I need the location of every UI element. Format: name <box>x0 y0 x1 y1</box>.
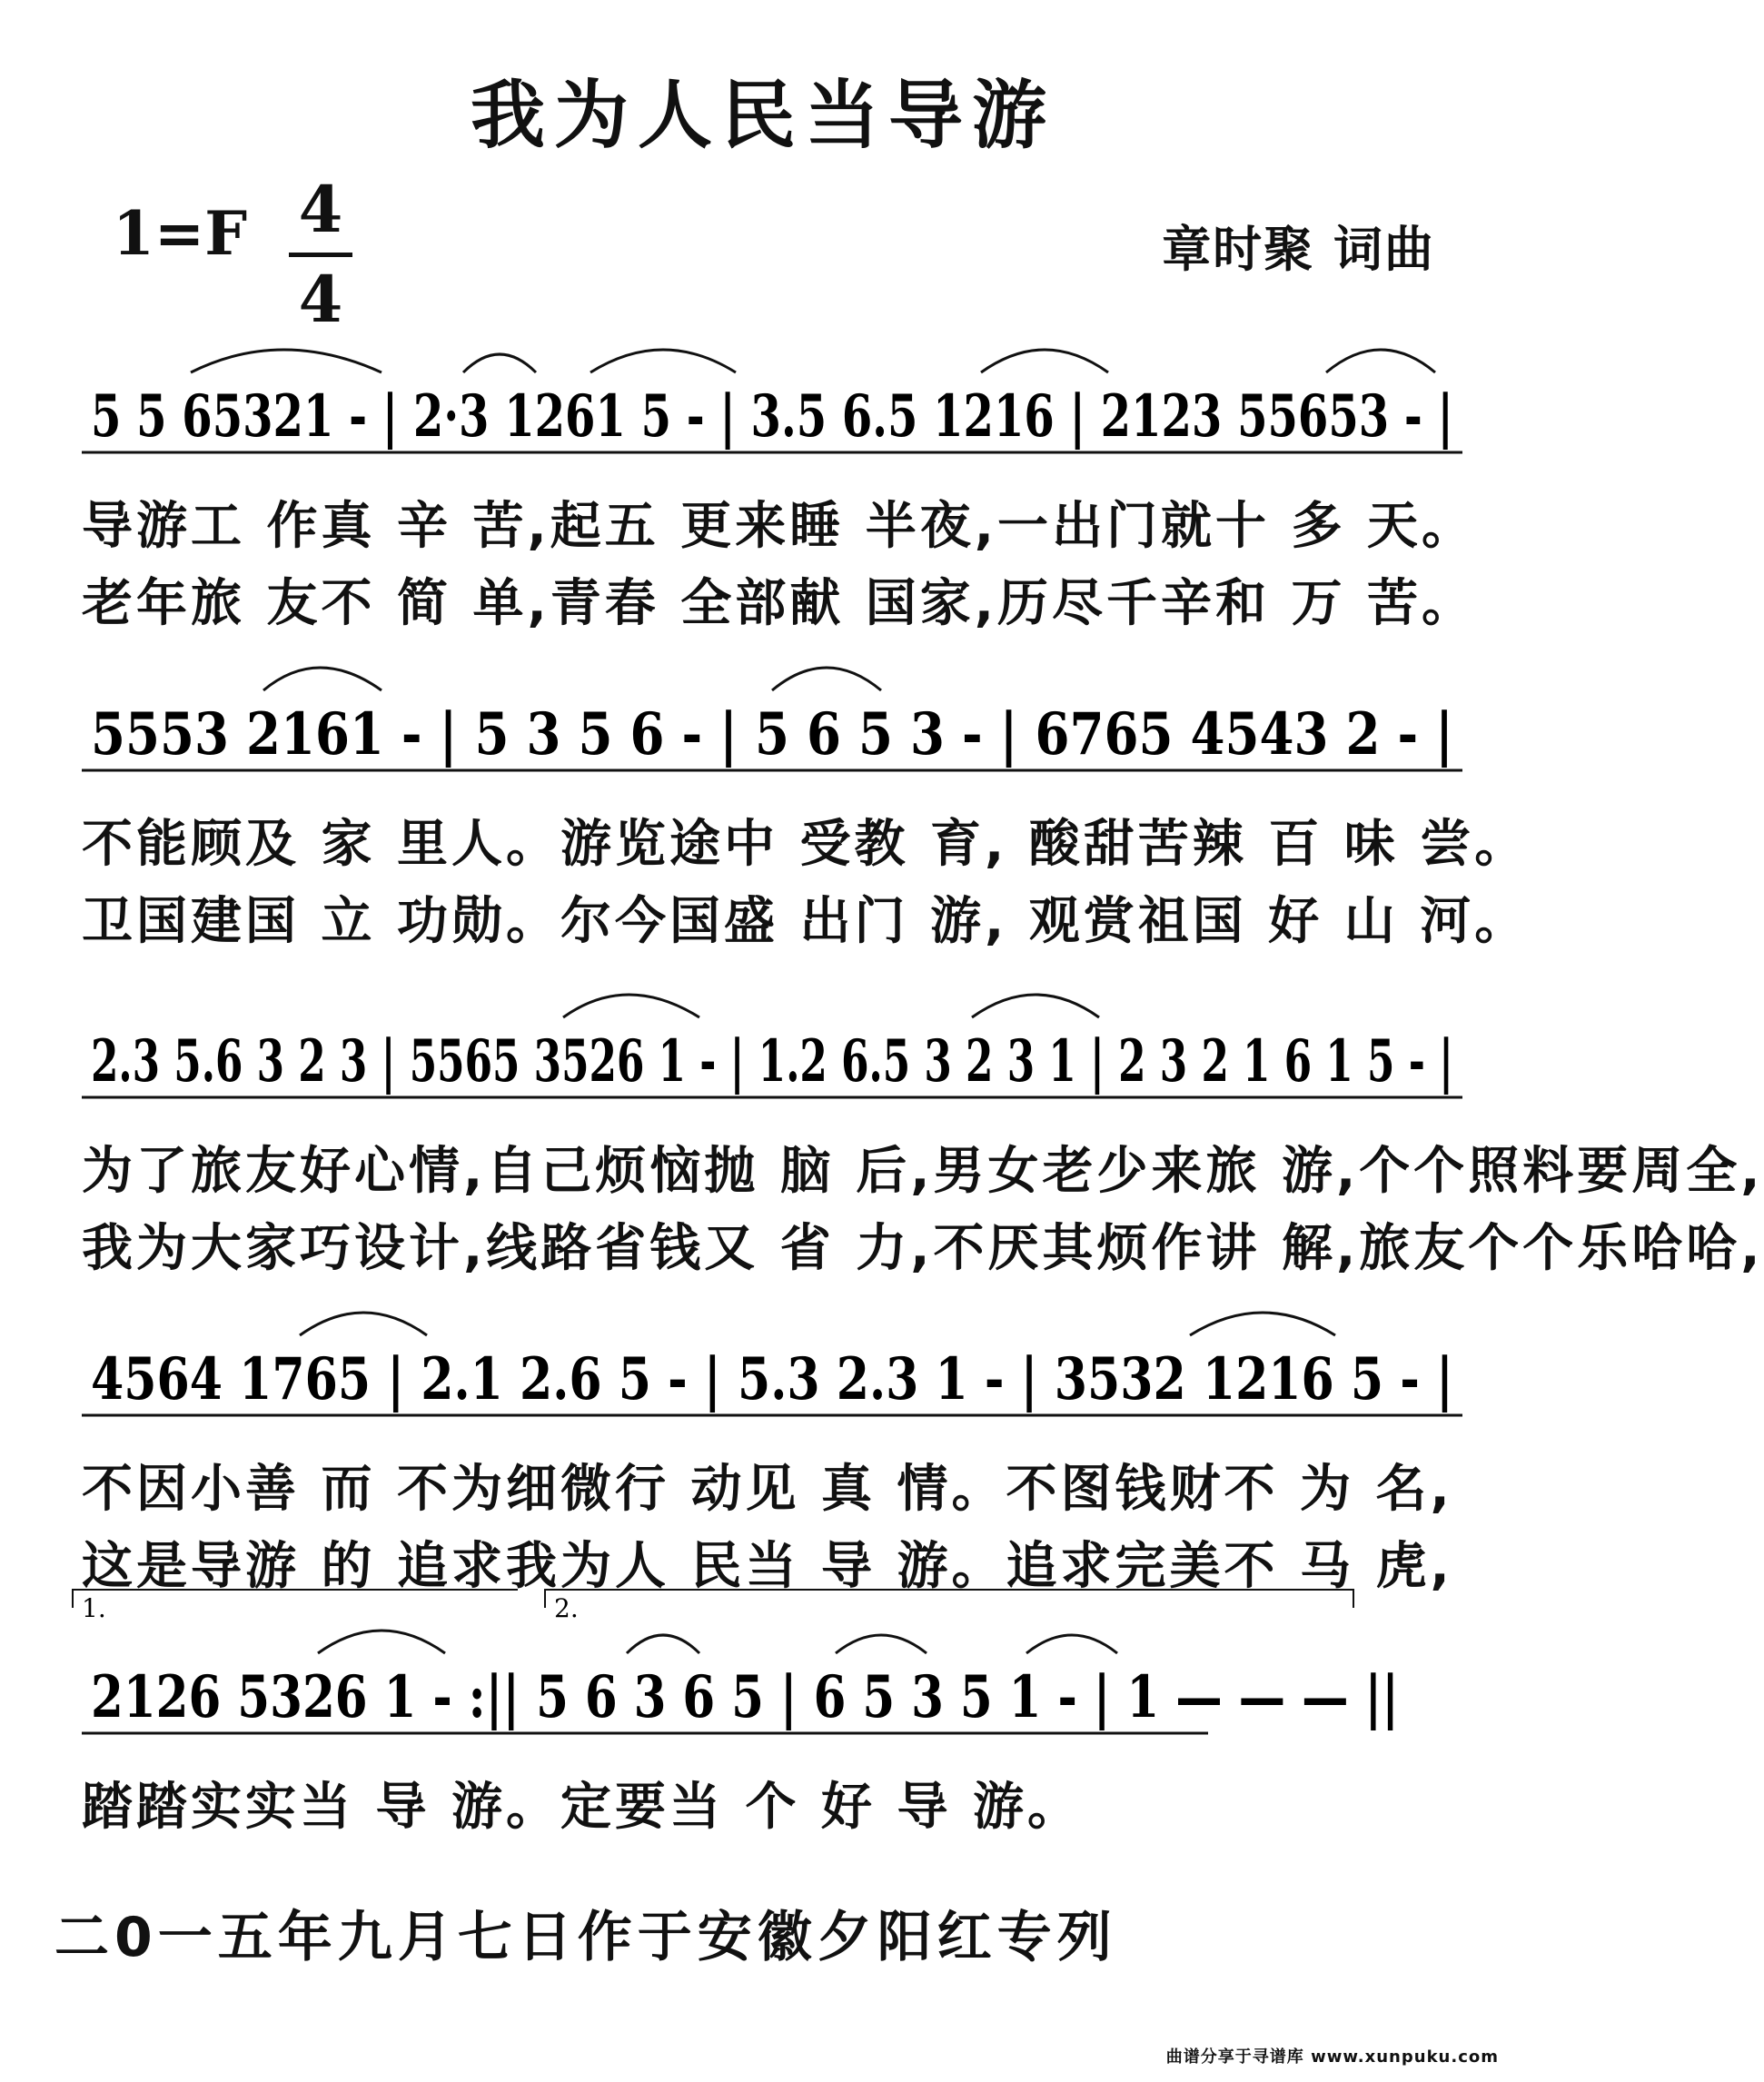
note-text: 5553 2161 - | 5 3 5 6 - | 5 6 5 3 - | 6765 4543 2 - | <box>91 700 1453 768</box>
lyric-verse-2: 这是导游 的 追求我为人 民当 导 游。追求完美不 马 虎, <box>82 1537 1453 1596</box>
slur <box>981 350 1108 372</box>
notation-svg <box>82 645 1462 827</box>
slur <box>972 995 1099 1017</box>
notation-line <box>82 699 1462 799</box>
slur <box>590 350 736 372</box>
note-text: 2.3 5.6 3 2 3 | 5565 3526 1 - | 1.2 6.5 3 2 3 1 | 2 3 2 1 6 1 5 - | <box>91 1027 1453 1096</box>
notation-line <box>82 382 1462 481</box>
note-text: 4564 1765 | 2.1 2.6 5 - | 5.3 2.3 1 - | 3532 1216 5 - | <box>91 1345 1453 1413</box>
time-signature-bottom: 4 <box>298 262 343 337</box>
notation-svg <box>82 327 1462 509</box>
slur <box>318 1631 445 1653</box>
note-text: 5 5 65321 - | 2·3 1261 5 - | 3.5 6.5 1216 | 2123 55653 - | <box>91 382 1453 451</box>
notation-line <box>82 1593 1462 1762</box>
lyric-verse-2: 老年旅 友不 简 单,青春 全部献 国家,历尽千辛和 万 苦。 <box>82 574 1477 633</box>
time-signature-top: 4 <box>298 172 343 247</box>
lyric-verse-1: 不能顾及 家 里人。游览途中 受教 育, 酸甜苦辣 百 味 尝。 <box>82 815 1530 874</box>
lyric-verse-1: 踏踏实实当 导 游。定要当 个 好 导 游。 <box>82 1778 1082 1837</box>
lyric-verse-2: 卫国建国 立 功勋。尔今国盛 出门 游, 观赏祖国 好 山 河。 <box>82 892 1530 951</box>
slur <box>263 668 382 690</box>
time-signature-bar <box>289 253 352 257</box>
slur <box>627 1635 699 1653</box>
lyric-verse-1: 导游工 作真 辛 苦,起五 更来睡 半夜,一出门就十 多 天。 <box>82 497 1477 556</box>
slur <box>563 995 699 1017</box>
volta-1-label: 1. <box>82 1593 106 1623</box>
slur <box>1026 1635 1117 1653</box>
slur <box>1326 350 1435 372</box>
note-text: 2126 5326 1 - :|| 5 6 3 6 5 | 6 5 3 5 1 - | 1 — — — || <box>91 1663 1399 1731</box>
notation-line <box>82 1026 1462 1126</box>
notation-svg <box>82 1593 1462 1790</box>
key-signature: 1=F <box>113 198 248 269</box>
volta-2-label: 2. <box>554 1593 579 1623</box>
slur <box>191 350 382 372</box>
composer-credit: 章时聚 词曲 <box>1162 221 1435 278</box>
notation-svg <box>82 972 1462 1154</box>
slur <box>300 1313 427 1335</box>
lyric-verse-1: 为了旅友好心情,自己烦恼抛 脑 后,男女老少来旅 游,个个照料要周全, <box>82 1142 1764 1201</box>
lyric-verse-1: 不因小善 而 不为细微行 动见 真 情。不图钱财不 为 名, <box>82 1460 1453 1519</box>
slur <box>836 1635 927 1653</box>
composition-note: 二0一五年九月七日作于安徽夕阳红专列 <box>55 1906 1117 1969</box>
notation-line <box>82 1344 1462 1444</box>
slur <box>463 354 536 372</box>
lyric-verse-2: 我为大家巧设计,线路省钱又 省 力,不厌其烦作讲 解,旅友个个乐哈哈, <box>82 1219 1764 1278</box>
slur <box>772 668 881 690</box>
notation-svg <box>82 1290 1462 1472</box>
time-signature <box>289 171 352 339</box>
source-credit: 曲谱分享于寻谱库 www.xunpuku.com <box>1165 2047 1499 2067</box>
slur <box>1190 1313 1335 1335</box>
song-title: 我为人民当导游 <box>470 73 1055 159</box>
